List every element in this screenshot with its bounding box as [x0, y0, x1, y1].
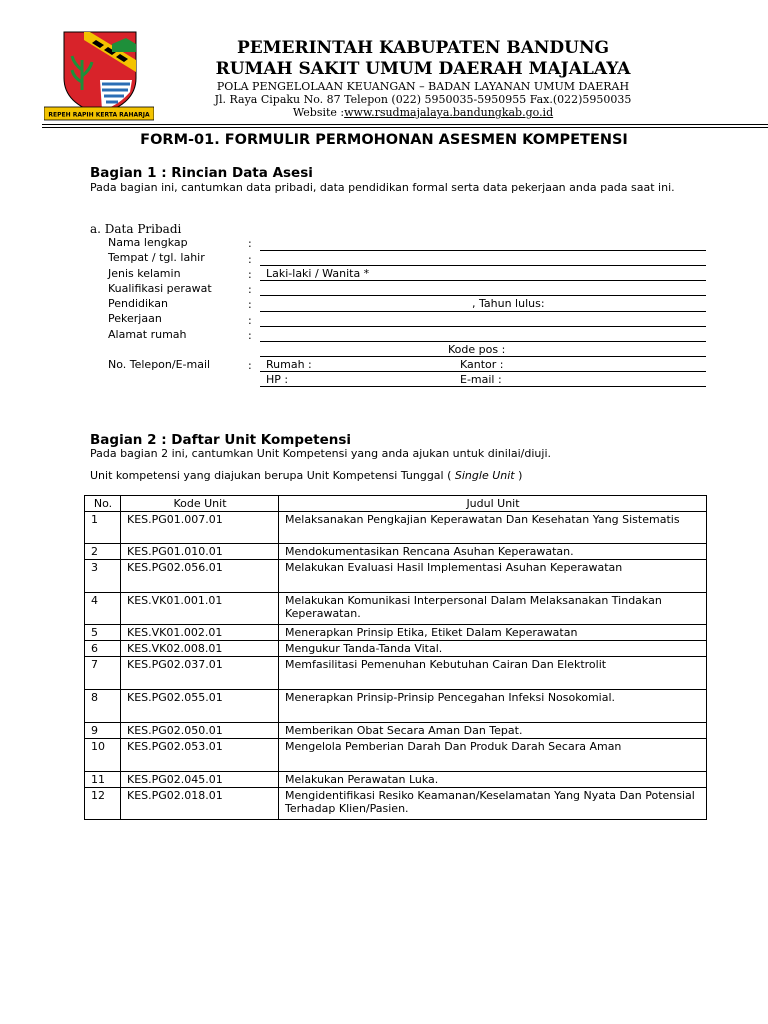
- cell-judul: Memfasilitasi Pemenuhan Kebutuhan Cairan Dan Elektrolit: [279, 657, 707, 690]
- label-tahun-lulus: , Tahun lulus:: [472, 297, 545, 310]
- cell-kode: KES.VK01.002.01: [121, 625, 279, 641]
- section1-heading: Bagian 1 : Rincian Data Asesi: [90, 165, 313, 181]
- section2-heading: Bagian 2 : Daftar Unit Kompetensi: [90, 432, 352, 448]
- unit-type-pre: Unit kompetensi yang diajukan berupa Unit Kompetensi Tunggal (: [90, 469, 452, 482]
- label-pendidikan: Pendidikan: [108, 297, 168, 310]
- table-row: [85, 772, 707, 788]
- label-ttl: Tempat / tgl. lahir: [108, 251, 205, 264]
- field-kualifikasi[interactable]: [260, 295, 706, 296]
- label-nama: Nama lengkap: [108, 236, 188, 249]
- cell-judul: Menerapkan Prinsip Etika, Etiket Dalam Keperawatan: [279, 625, 707, 641]
- government-name: PEMERINTAH KABUPATEN BANDUNG: [236, 38, 610, 58]
- table-row: [85, 625, 707, 641]
- label-telepon: No. Telepon/E-mail: [108, 358, 211, 371]
- coat-of-arms-icon: [44, 30, 154, 122]
- label-jenis-kelamin: Jenis kelamin: [108, 267, 181, 280]
- header-kode-unit: Kode Unit: [121, 496, 279, 512]
- cell-no: 5: [85, 625, 121, 641]
- hospital-address: Jl. Raya Cipaku No. 87 Telepon (022) 5950035-5950955 Fax.(022)5950035: [214, 93, 632, 106]
- section1-intro: Pada bagian ini, cantumkan data pribadi, data pendidikan formal serta data pekerjaan anda pada saat ini.: [90, 181, 675, 194]
- financial-pattern: POLA PENGELOLAAN KEUANGAN – BADAN LAYANAN UMUM DAERAH: [216, 80, 630, 93]
- field-kode-pos[interactable]: [260, 356, 706, 357]
- header-no: No.: [85, 496, 121, 512]
- table-row: [85, 788, 707, 820]
- unit-type-post: ): [518, 469, 523, 482]
- table-row: [85, 512, 707, 544]
- cell-no: 6: [85, 641, 121, 657]
- cell-kode: KES.PG02.055.01: [121, 690, 279, 723]
- field-pekerjaan[interactable]: [260, 326, 706, 327]
- label-kode-pos: Kode pos :: [448, 343, 506, 356]
- table-row: [85, 560, 707, 593]
- cell-judul: Memberikan Obat Secara Aman Dan Tepat.: [279, 723, 707, 739]
- cell-no: 8: [85, 690, 121, 723]
- cell-judul: Melakukan Perawatan Luka.: [279, 772, 707, 788]
- website-label: Website :: [292, 106, 345, 119]
- table-row: [85, 641, 707, 657]
- field-alamat[interactable]: [260, 341, 706, 342]
- hospital-website: [150, 106, 696, 119]
- cell-judul: Mendokumentasikan Rencana Asuhan Keperawatan.: [279, 544, 707, 560]
- label-alamat: Alamat rumah: [108, 328, 187, 341]
- table-row: [85, 723, 707, 739]
- competency-units-table: [84, 495, 707, 820]
- cell-kode: KES.VK02.008.01: [121, 641, 279, 657]
- header-judul-unit: Judul Unit: [279, 496, 707, 512]
- field-pendidikan[interactable]: [260, 311, 706, 312]
- colon: :: [248, 298, 252, 311]
- header-divider-top: [42, 124, 768, 125]
- hospital-name: RUMAH SAKIT UMUM DAERAH MAJALAYA: [215, 59, 631, 79]
- cell-kode: KES.PG02.056.01: [121, 560, 279, 593]
- form-title: FORM-01. FORMULIR PERMOHONAN ASESMEN KOMPETENSI: [140, 132, 628, 148]
- cell-no: 3: [85, 560, 121, 593]
- unit-type-line: [90, 469, 522, 482]
- cell-kode: KES.PG01.010.01: [121, 544, 279, 560]
- colon: :: [248, 283, 252, 296]
- logo-motto: REPEH RAPIH KERTA RAHARJA: [48, 111, 150, 119]
- gender-options[interactable]: Laki-laki / Wanita *: [266, 267, 370, 280]
- cell-no: 11: [85, 772, 121, 788]
- colon: :: [248, 253, 252, 266]
- cell-judul: Mengukur Tanda-Tanda Vital.: [279, 641, 707, 657]
- field-hp-email[interactable]: [260, 386, 706, 387]
- cell-judul: Melakukan Komunikasi Interpersonal Dalam Melaksanakan Tindakan Keperawatan.: [279, 593, 707, 625]
- table-row: [85, 690, 707, 723]
- cell-no: 1: [85, 512, 121, 544]
- label-kualifikasi: Kualifikasi perawat: [108, 282, 212, 295]
- colon: :: [248, 268, 252, 281]
- cell-kode: KES.PG02.037.01: [121, 657, 279, 690]
- cell-judul: Menerapkan Prinsip-Prinsip Pencegahan Infeksi Nosokomial.: [279, 690, 707, 723]
- field-nama[interactable]: [260, 250, 706, 251]
- cell-judul: Melakukan Evaluasi Hasil Implementasi Asuhan Keperawatan: [279, 560, 707, 593]
- field-telepon[interactable]: [260, 371, 706, 372]
- colon: :: [248, 329, 252, 342]
- colon: :: [248, 359, 252, 372]
- label-kantor: Kantor :: [460, 358, 504, 371]
- cell-kode: KES.PG02.050.01: [121, 723, 279, 739]
- cell-kode: KES.PG02.045.01: [121, 772, 279, 788]
- table-header-row: [85, 496, 707, 512]
- unit-type-italic: Single Unit: [454, 469, 515, 482]
- colon: :: [248, 237, 252, 250]
- cell-no: 9: [85, 723, 121, 739]
- cell-kode: KES.PG02.018.01: [121, 788, 279, 820]
- cell-judul: Mengidentifikasi Resiko Keamanan/Keselamatan Yang Nyata Dan Potensial Terhadap Klien/Pasien.: [279, 788, 707, 820]
- cell-judul: Melaksanakan Pengkajian Keperawatan Dan Kesehatan Yang Sistematis: [279, 512, 707, 544]
- cell-kode: KES.PG02.053.01: [121, 739, 279, 772]
- header-divider-bottom: [42, 127, 768, 128]
- label-hp: HP :: [266, 373, 289, 386]
- cell-no: 2: [85, 544, 121, 560]
- personal-data-heading: a. Data Pribadi: [90, 222, 182, 236]
- field-jenis-kelamin: [260, 280, 706, 281]
- website-link[interactable]: www.rsudmajalaya.bandungkab.go.id: [344, 106, 554, 119]
- cell-judul: Mengelola Pemberian Darah Dan Produk Darah Secara Aman: [279, 739, 707, 772]
- bandung-regency-logo: [44, 30, 154, 122]
- cell-no: 4: [85, 593, 121, 625]
- table-row: [85, 657, 707, 690]
- cell-no: 10: [85, 739, 121, 772]
- label-pekerjaan: Pekerjaan: [108, 312, 162, 325]
- cell-kode: KES.VK01.001.01: [121, 593, 279, 625]
- field-ttl[interactable]: [260, 265, 706, 266]
- cell-no: 7: [85, 657, 121, 690]
- cell-no: 12: [85, 788, 121, 820]
- label-email: E-mail :: [460, 373, 502, 386]
- table-row: [85, 739, 707, 772]
- table-row: [85, 544, 707, 560]
- label-rumah: Rumah :: [266, 358, 312, 371]
- cell-kode: KES.PG01.007.01: [121, 512, 279, 544]
- section2-intro: Pada bagian 2 ini, cantumkan Unit Kompetensi yang anda ajukan untuk dinilai/diuji.: [90, 447, 552, 460]
- colon: :: [248, 314, 252, 327]
- table-row: [85, 593, 707, 625]
